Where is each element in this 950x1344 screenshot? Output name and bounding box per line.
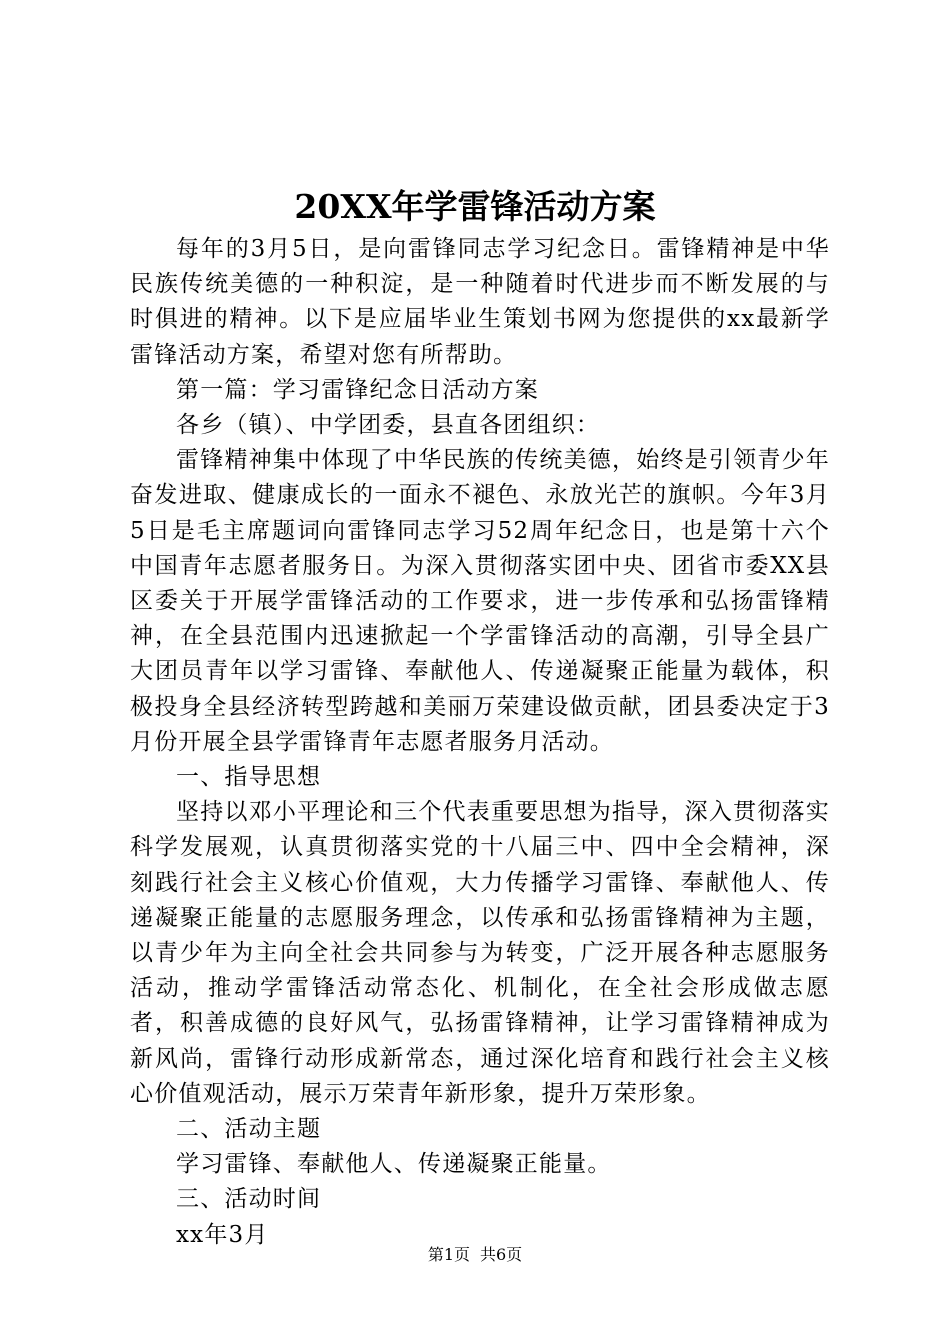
paragraph-activity-time: xx年3月 [176,1221,269,1248]
document-body [130,232,830,1253]
heading-activity-theme: 二、活动主题 [176,1116,322,1143]
heading-guiding-ideology: 一、指导思想 [176,764,322,791]
paragraph-intro: 每年的3月5日，是向雷锋同志学习纪念日。雷锋精神是中华民族传统美德的一种积淀，是一种随着时代进步而不断发展的与时俱进的精神。以下是应届毕业生策划书网为您提供的xx最新学雷锋活动方案，希望对您有所帮助。 [130,236,830,368]
paragraph-activity-theme: 学习雷锋、奉献他人、传递凝聚正能量。 [176,1151,612,1178]
page-footer [0,1243,950,1267]
page-number: 第1页 [427,1245,470,1264]
page-total: 共6页 [480,1245,523,1264]
paragraph-guiding-ideology: 坚持以邓小平理论和三个代表重要思想为指导，深入贯彻落实科学发展观，认真贯彻落实党的十八届三中、四中全会精神，深刻践行社会主义核心价值观，大力传播学习雷锋、奉献他人、传递凝聚正能量的志愿服务理念，以传承和弘扬雷锋精神为主题，以青少年为主向全社会共同参与为转变，广泛开展各种志愿服务活动，推动学雷锋活动常态化、机制化，在全社会形成做志愿者，积善成德的良好风气，弘扬雷锋精神，让学习雷锋精神成为新风尚，雷锋行动形成新常态，通过深化培育和践行社会主义核心价值观活动，展示万荣青年新形象，提升万荣形象。 [130,799,830,1107]
paragraph-salutation: 各乡（镇）、中学团委，县直各团组织： [176,412,601,439]
document-title: 20XX年学雷锋活动方案 [294,187,656,226]
paragraph-background: 雷锋精神集中体现了中华民族的传统美德，始终是引领青少年奋发进取、健康成长的一面永不褪色、永放光芒的旗帜。今年3月5日是毛主席题词向雷锋同志学习52周年纪念日，也是第十六个中国青年志愿者服务日。为深入贯彻落实团中央、团省市委XX县区委关于开展学雷锋活动的工作要求，进一步传承和弘扬雷锋精神，在全县范围内迅速掀起一个学雷锋活动的高潮，引导全县广大团员青年以学习雷锋、奉献他人、传递凝聚正能量为载体，积极投身全县经济转型跨越和美丽万荣建设做贡献，团县委决定于3月份开展全县学雷锋青年志愿者服务月活动。 [130,447,830,755]
paragraph-section-heading: 第一篇：学习雷锋纪念日活动方案 [176,376,539,403]
heading-activity-time: 三、活动时间 [176,1186,322,1213]
